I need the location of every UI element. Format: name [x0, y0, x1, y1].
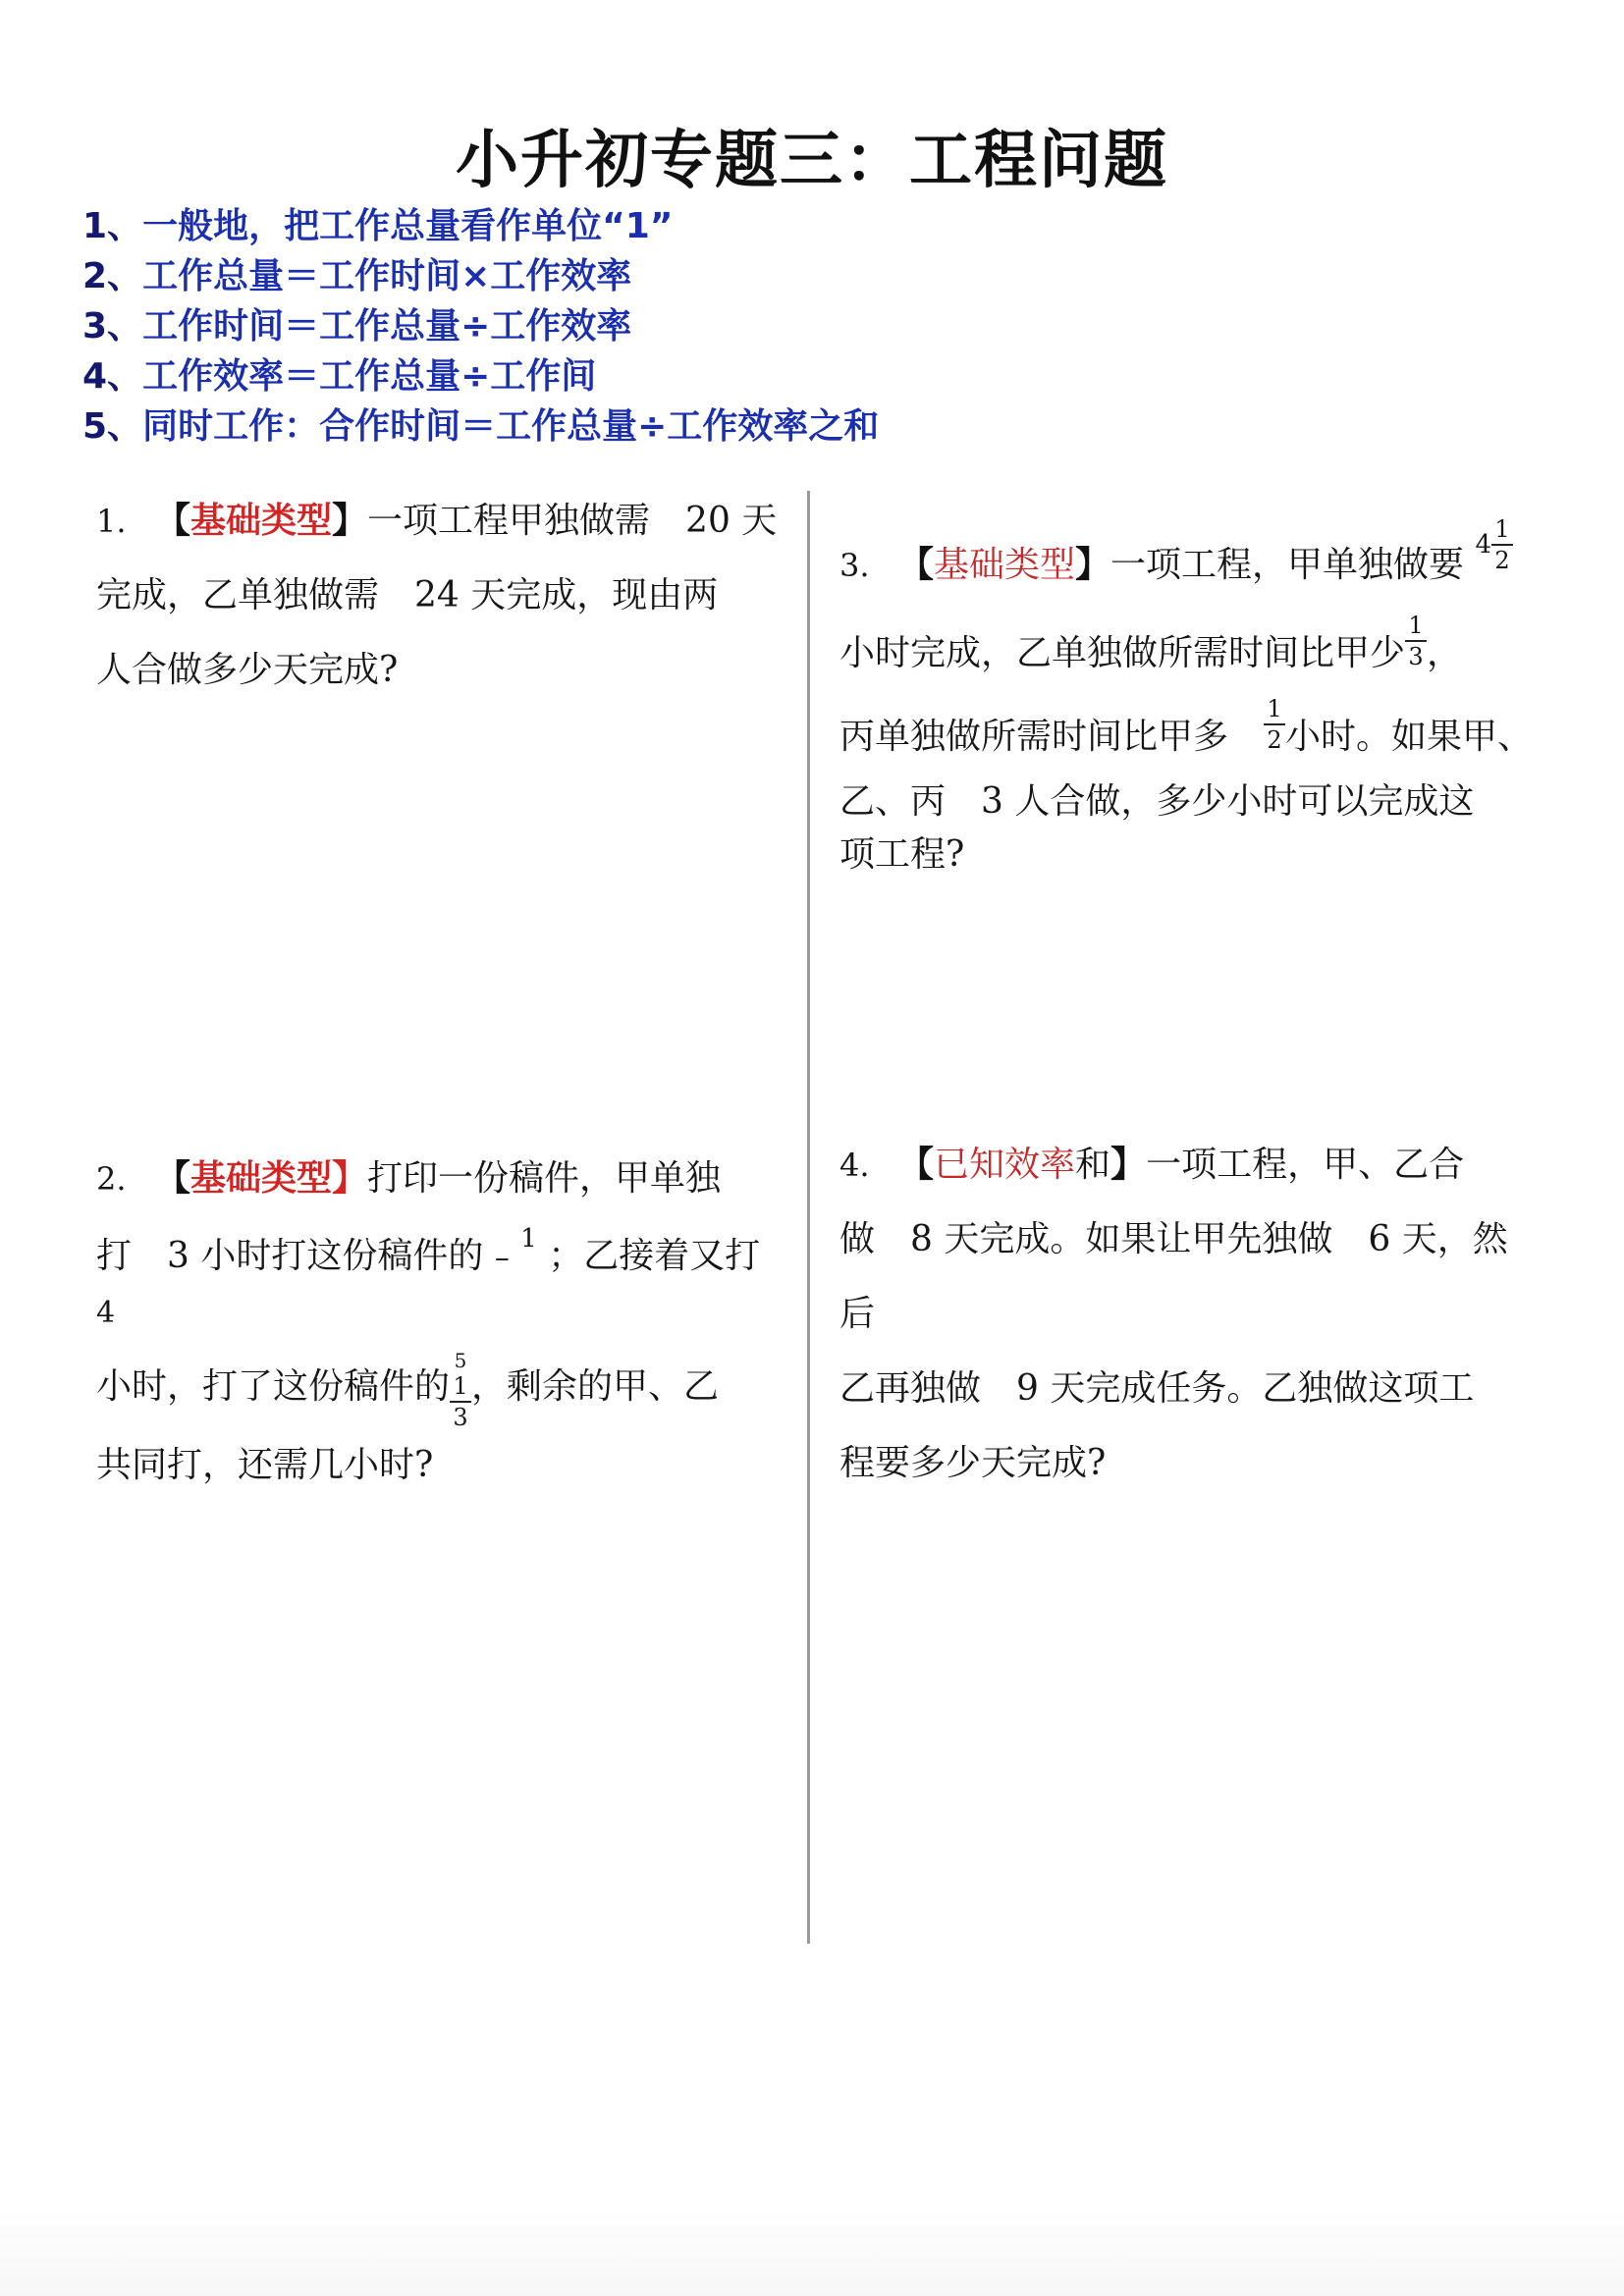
- problem-2: 2. 【基础类型】打印一份稿件，甲单独 打 3 小时打这份稿件的 – $^1$ ；乙接着又打 4 小时，打了这份稿件的 5 1 3 ，剩余的甲、乙 共同打，还需几小时?: [96, 1141, 795, 1495]
- problem-1: 1. 【基础类型】一项工程甲独做需 20 天 完成，乙单独做需 24 天完成，现由两 人合做多少天完成?: [96, 483, 795, 708]
- column-divider: [807, 491, 810, 1944]
- page-bottom-fade: [0, 2208, 1624, 2296]
- fraction-numerator: 1: [520, 1224, 537, 1254]
- problem-3: 3. 【基础类型】一项工程，甲单独做要 4 $\frac{1}{2}$ 小时完成，乙单独做所需时间比甲少 $\frac{1}{3}$ ， 丙单独做所需时间比甲多 $\frac{1}{2}$ 小时。如果甲、 乙、丙 3 人合做，多少小时可以完成这 项工程?: [839, 520, 1546, 882]
- fraction: $\frac{1}{3}$: [1405, 613, 1427, 669]
- formula-item: 1、一般地，把工作总量看作单位“1”: [82, 206, 674, 246]
- problem-tag: 基础类型: [190, 500, 333, 541]
- formula-item: 4、工作效率＝工作总量÷工作间: [82, 356, 597, 397]
- fraction-denominator: 4: [96, 1296, 116, 1330]
- problem-tag: 已知效率: [934, 1145, 1076, 1185]
- mixed-fraction: 4 $\frac{1}{2}$: [1476, 501, 1514, 589]
- formula-list: [82, 201, 879, 452]
- formula-item: 5、同时工作：合作时间＝工作总量÷工作效率之和: [82, 406, 880, 447]
- problem-index: 3.: [839, 547, 870, 584]
- formula-item: 2、工作总量＝工作时间×工作效率: [82, 256, 632, 296]
- problem-4: 4. 【已知效率和】一项工程，甲、乙合 做 8 天完成。如果让甲先独做 6 天，然 后 乙再独做 9 天完成任务。乙独做这项工 程要多少天完成?: [839, 1127, 1546, 1501]
- page-title: 小升初专题三：工程问题: [456, 125, 1168, 197]
- formula-item: 3、工作时间＝工作总量÷工作效率: [82, 306, 632, 347]
- fraction: 5 1 3: [450, 1348, 471, 1430]
- problem-index: 2.: [96, 1160, 127, 1198]
- problem-tag: 基础类型: [934, 545, 1076, 585]
- fraction: $\frac{1}{2}$: [1264, 696, 1285, 753]
- problem-index: 1.: [96, 503, 127, 540]
- problem-tag: 基础类型: [190, 1157, 333, 1199]
- problem-index: 4.: [839, 1147, 870, 1184]
